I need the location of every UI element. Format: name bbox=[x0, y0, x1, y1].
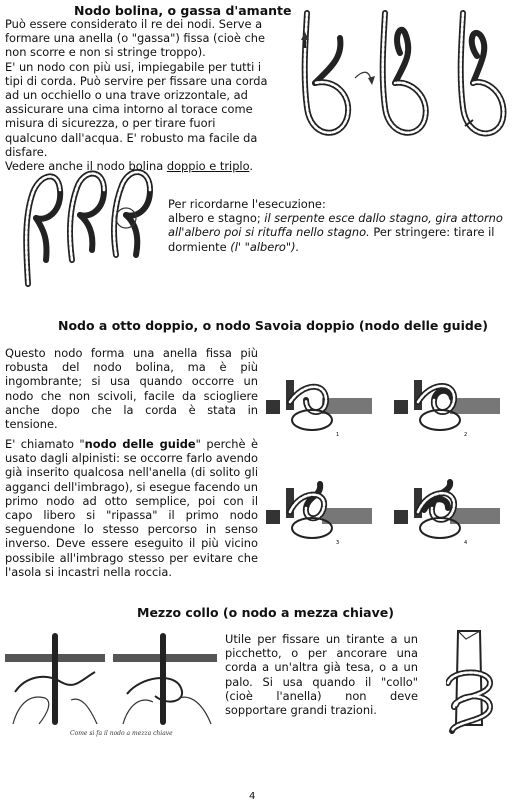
bowline-description bbox=[5, 17, 271, 173]
figure-eight-step-3 bbox=[266, 484, 372, 546]
bowline-step-3 bbox=[461, 13, 504, 133]
step-number-3: 3 bbox=[336, 540, 340, 546]
bowline-mnemonic bbox=[168, 197, 504, 254]
figure-eight-step-2 bbox=[394, 380, 500, 438]
bowline-knot-b bbox=[70, 174, 104, 260]
bowline-step-2 bbox=[383, 13, 426, 133]
bowline-intro: Può essere considerato il re dei nodi. Serve a formare una anella (o "gassa") fissa (cioè che non scorre e non si stringe troppo). bbox=[5, 17, 266, 60]
figure-eight-step-1 bbox=[266, 380, 372, 438]
mnemonic-end: (l' "albero"). bbox=[230, 239, 300, 254]
mnemonic-italic: il serpente esce dallo stagno, gira attorno all'albero poi si rituffa nello stagno. bbox=[168, 211, 503, 240]
step-number-1: 1 bbox=[336, 432, 340, 438]
guides-knot-term: nodo delle guide bbox=[84, 437, 196, 451]
mnemonic-plain: albero e stagno; bbox=[168, 211, 265, 226]
hands-step-1 bbox=[5, 636, 105, 724]
bowline-step-1 bbox=[301, 13, 375, 133]
mnemonic-tighten: Per stringere: tirare il dormiente bbox=[168, 225, 495, 254]
see-also-prefix: Vedere anche il nodo bolina bbox=[5, 159, 167, 174]
bowline-tied-knots-diagram bbox=[8, 160, 158, 288]
bowline-knot-c bbox=[114, 172, 150, 255]
step-number-4: 4 bbox=[464, 540, 468, 546]
figure-eight-para-1: Questo nodo forma una anella fissa più robusta del nodo bolina, ma è più ingombrante; si usa quando occorre un nodo che non scivoli, facile da sciogliere anche dopo che la corda è stata in tensione. bbox=[5, 346, 258, 432]
bowline-title: Nodo bolina, o gassa d'amante bbox=[74, 3, 292, 18]
figure-eight-steps-diagram bbox=[264, 372, 510, 552]
half-hitch-title: Mezzo collo (o nodo a mezza chiave) bbox=[137, 605, 394, 620]
mnemonic-lead: Per ricordarne l'esecuzione: bbox=[168, 197, 326, 211]
bowline-uses: E' un nodo con più usi, impiegabile per tutti i tipi di corda. Può servire per fissare una corda ad un occhiello o una trave orizzontale, ad assicurare una cima intorno al torace come misura di sicurezza, o per tirare fuori qualcuno dall'acqua. E' robusto ma facile da disfare. bbox=[5, 59, 268, 159]
half-hitch-caption: Come si fa il nodo a mezza chiave bbox=[70, 730, 173, 737]
see-also-suffix: . bbox=[249, 159, 253, 174]
figure-eight-step-4 bbox=[394, 482, 500, 546]
half-hitch-description: Utile per fissare un tirante a un picchetto, o per ancorare una corda a un'altra già tesa, o a un palo. Si usa quando il "collo" (cioè l'anella) non deve sopportare grandi trazioni. bbox=[225, 632, 418, 718]
bowline-knot-a bbox=[26, 176, 60, 284]
step-number-2: 2 bbox=[464, 432, 468, 438]
page-number: 4 bbox=[249, 791, 256, 802]
bowline-steps-diagram bbox=[285, 8, 510, 148]
mnemonic-body bbox=[168, 211, 504, 254]
half-hitch-hands-diagram bbox=[5, 632, 217, 732]
figure-eight-para-2 bbox=[5, 437, 258, 579]
double-triple-bowline-link[interactable]: doppio e triplo bbox=[166, 159, 250, 174]
hands-step-2 bbox=[113, 636, 217, 724]
para-2-prefix: E' chiamato " bbox=[5, 437, 85, 451]
para-2-rest: " perchè è usato dagli alpinisti: se occorre farlo avendo già inserito qualcosa nell'anella (di solito gli agganci dell'imbrago), si esegue facendo un primo nodo ad otto semplice, poi con il capo libero si "ripassa" il primo nodo seguendone lo stesso percorso in senso inverso. Deve essere eseguito il più vicino possibile all'imbrago stesso per evitare che l'asola si incastri nella roccia. bbox=[5, 437, 258, 579]
figure-eight-title: Nodo a otto doppio, o nodo Savoia doppio (nodo delle guide) bbox=[58, 318, 488, 333]
half-hitch-stake-diagram bbox=[446, 627, 496, 737]
